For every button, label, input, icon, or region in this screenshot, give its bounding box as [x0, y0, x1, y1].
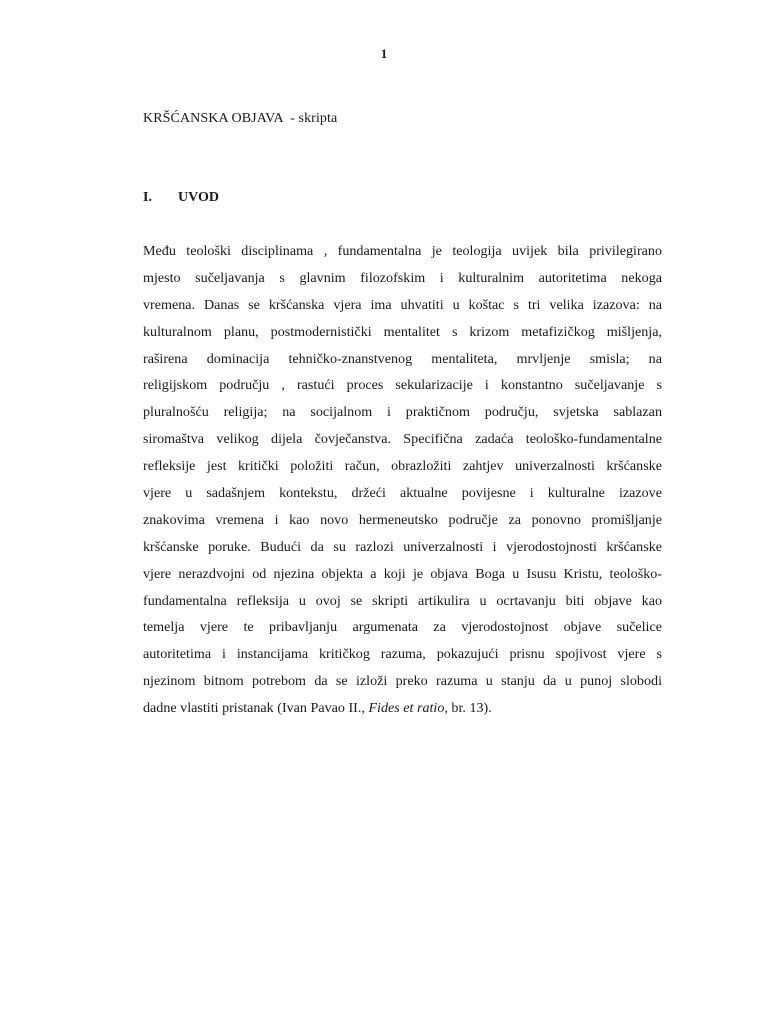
paragraph-line: autoritetima i instancijama kritičkog razuma, pokazujući prisnu spojivost vjere s	[143, 646, 662, 663]
citation-reference: br. 13).	[447, 700, 492, 717]
paragraph-line: znakovima vremena i kao novo hermeneutsko područje za ponovno promišljanje	[143, 511, 662, 528]
section-title: UVOD	[178, 190, 219, 205]
document-title: KRŠĆANSKA OBJAVA - skripta	[143, 111, 338, 126]
paragraph-line: mjesto sučeljavanja s glavnim filozofskim i kulturalnim autoritetima nekoga	[143, 269, 662, 286]
paragraph-last-line	[143, 695, 662, 722]
paragraph-line: siromaštva velikog dijela čovječanstva. Specifična zadaća teološko-fundamentalne	[143, 431, 662, 448]
paragraph-line: vjere u sadašnjem kontekstu, držeći aktualne povijesne i kulturalne izazove	[143, 485, 662, 502]
paragraph-line: vjere nerazdvojni od njezina objekta a koji je objava Boga u Isusu Kristu, teološko-	[143, 565, 662, 582]
paragraph-line: raširena dominacija tehničko-znanstvenog mentaliteta, mrvljenje smisla; na	[143, 350, 662, 367]
paragraph-line: fundamentalna refleksija u ovoj se skripti artikulira u ocrtavanju biti objave kao	[143, 592, 662, 609]
citation-text: dadne vlastiti pristanak (Ivan Pavao II.,	[143, 700, 369, 717]
paragraph-line: vremena. Danas se kršćanska vjera ima uhvatiti u koštac s tri velika izazova: na	[143, 296, 662, 313]
paragraph-line: kršćanske poruke. Budući da su razlozi univerzalnosti i vjerodostojnosti kršćanske	[143, 538, 662, 555]
paragraph-line: refleksije jest kritički položiti račun, obrazložiti zahtjev univerzalnosti kršćanske	[143, 458, 662, 475]
page-number: 1	[380, 46, 388, 61]
body-paragraph	[143, 238, 662, 722]
section-number: I.	[143, 190, 152, 205]
paragraph-line: kulturalnom planu, postmodernistički mentalitet s krizom metafizičkog mišljenja,	[143, 323, 662, 340]
paragraph-line: religijskom području , rastući proces sekularizacije i konstantno sučeljavanje s	[143, 377, 662, 394]
paragraph-line: pluralnošću religija; na socijalnom i praktičnom području, svjetska sablazan	[143, 404, 662, 421]
paragraph-line: Među teološki disciplinama , fundamentalna je teologija uvijek bila privilegirano	[143, 243, 662, 259]
paragraph-line: njezinom bitnom potrebom da se izloži preko razuma u stanju da u punoj slobodi	[143, 673, 662, 690]
section-heading	[143, 190, 219, 206]
paragraph-line: temelja vjere te pribavljanju argumenata za vjerodostojnost objave sučelice	[143, 619, 662, 636]
citation-title: Fides et ratio,	[368, 700, 448, 717]
